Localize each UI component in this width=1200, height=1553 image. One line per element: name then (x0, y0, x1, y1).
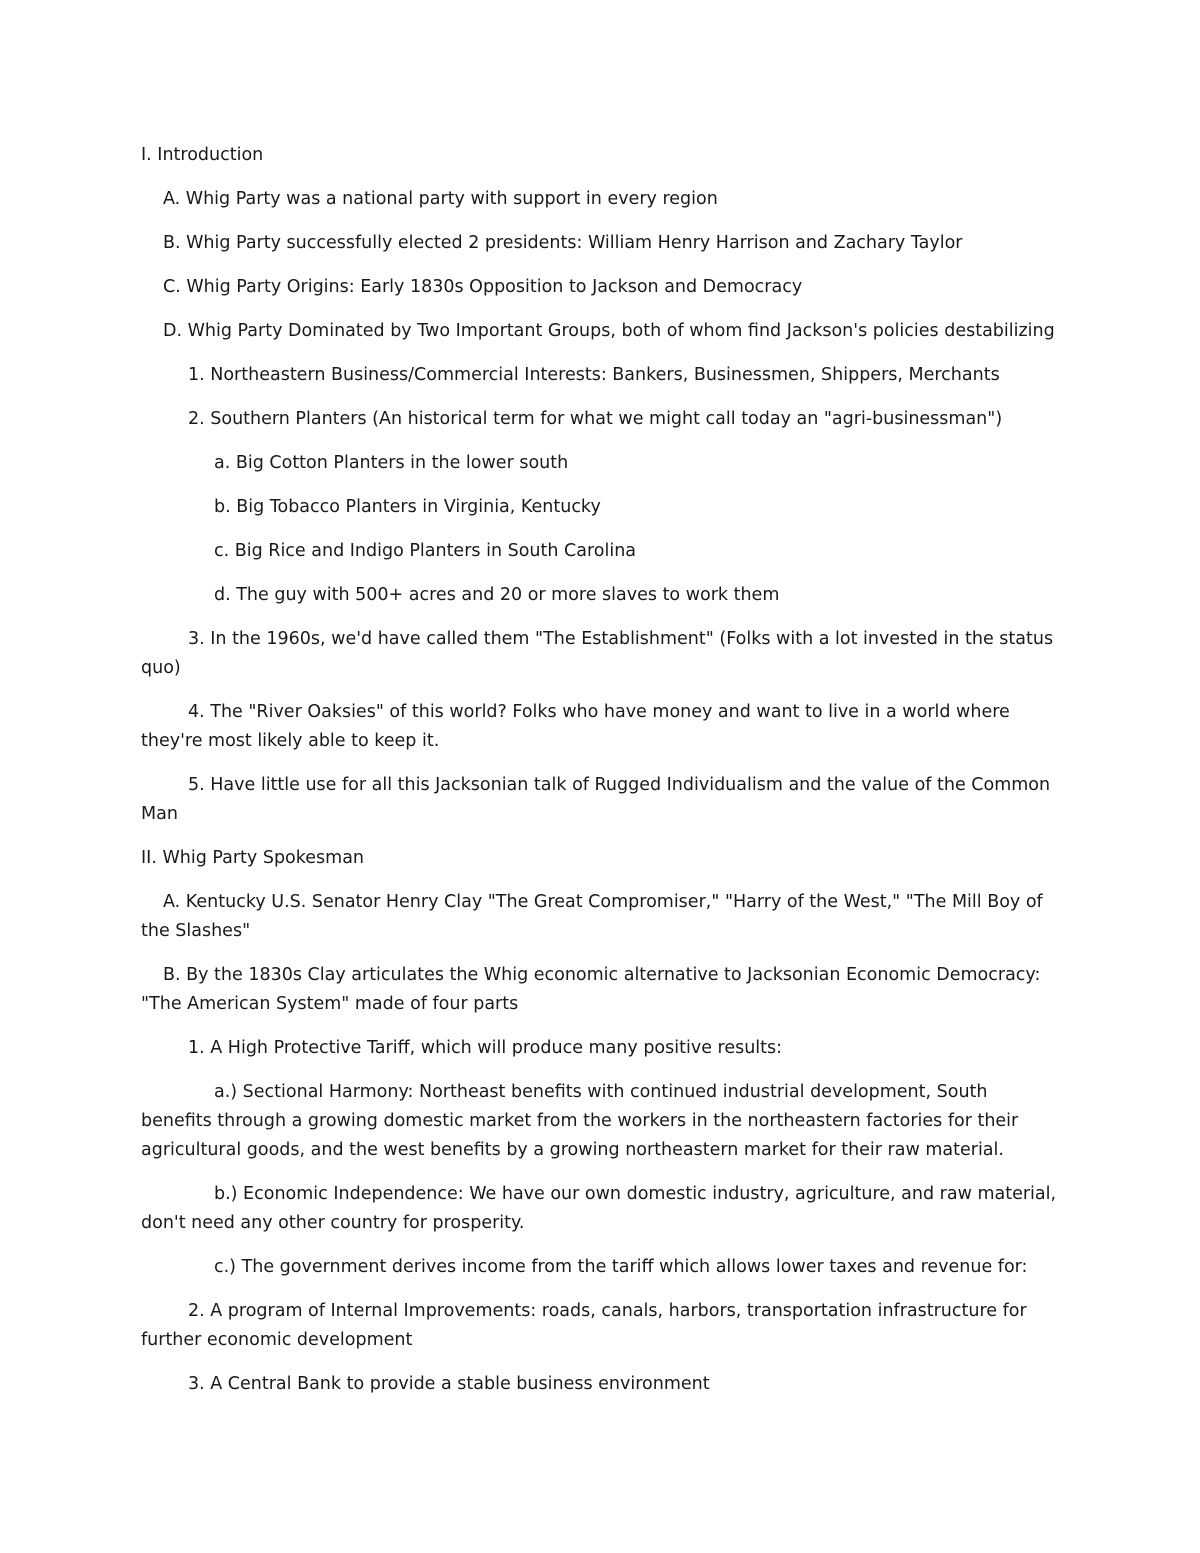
outline-item: 1. A High Protective Tariff, which will produce many positive results: (188, 1038, 783, 1058)
outline-item: A. Kentucky U.S. Senator Henry Clay "The Great Compromiser," "Harry of the West," "The Mill Boy of the Slashes" (141, 892, 1043, 941)
outline-item: c. Big Rice and Indigo Planters in South Carolina (214, 541, 637, 561)
outline-item: B. Whig Party successfully elected 2 presidents: William Henry Harrison and Zachary Taylor (163, 233, 963, 253)
document-body (141, 141, 1061, 1414)
outline-item: A. Whig Party was a national party with support in every region (163, 189, 718, 209)
outline-item: b.) Economic Independence: We have our own domestic industry, agriculture, and raw material, don't need any other country for prosperity. (141, 1184, 1057, 1233)
outline-item: D. Whig Party Dominated by Two Important Groups, both of whom find Jackson's policies destabilizing (163, 321, 1055, 341)
outline-item: 4. The "River Oaksies" of this world? Folks who have money and want to live in a world where they're most likely able to keep it. (141, 702, 1010, 751)
outline-item: b. Big Tobacco Planters in Virginia, Kentucky (214, 497, 601, 517)
outline-item: 2. A program of Internal Improvements: roads, canals, harbors, transportation infrastructure for further economic development (141, 1301, 1027, 1350)
outline-item: C. Whig Party Origins: Early 1830s Opposition to Jackson and Democracy (163, 277, 803, 297)
outline-item: d. The guy with 500+ acres and 20 or more slaves to work them (214, 585, 780, 605)
outline-item: 1. Northeastern Business/Commercial Interests: Bankers, Businessmen, Shippers, Merchants (188, 365, 1000, 385)
outline-item: B. By the 1830s Clay articulates the Whig economic alternative to Jacksonian Economic Democracy: "The American System" made of four parts (141, 965, 1041, 1014)
outline-item: a. Big Cotton Planters in the lower south (214, 453, 569, 473)
outline-item: c.) The government derives income from the tariff which allows lower taxes and revenue for: (214, 1257, 1028, 1277)
outline-item: 5. Have little use for all this Jacksonian talk of Rugged Individualism and the value of the Common Man (141, 775, 1051, 824)
outline-item: a.) Sectional Harmony: Northeast benefits with continued industrial development, South benefits through a growing domestic market from the workers in the northeastern factories for their agricultural goods, and the west benefits by a growing northeastern market for their raw material. (141, 1082, 1019, 1160)
outline-item-heading-spokesman: II. Whig Party Spokesman (141, 848, 365, 868)
outline-item: 3. A Central Bank to provide a stable business environment (188, 1374, 710, 1394)
outline-item-heading-introduction: I. Introduction (141, 145, 264, 165)
outline-item: 3. In the 1960s, we'd have called them "The Establishment" (Folks with a lot invested in the status quo) (141, 629, 1054, 678)
outline-item: 2. Southern Planters (An historical term for what we might call today an "agri-businessman") (188, 409, 1003, 429)
